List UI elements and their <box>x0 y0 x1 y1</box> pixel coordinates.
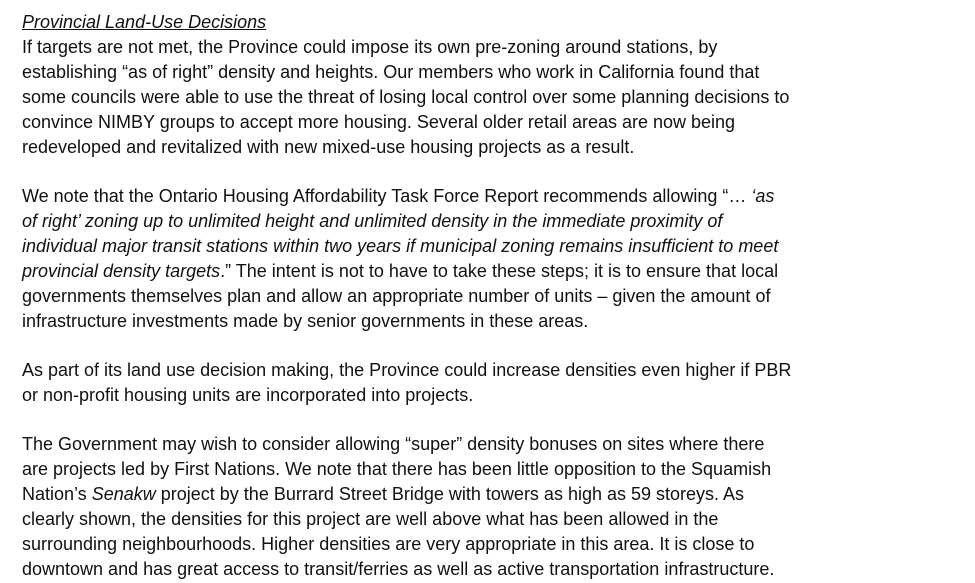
text-line <box>22 110 962 135</box>
text-line <box>22 35 962 60</box>
paragraph <box>22 35 962 160</box>
text-line <box>22 557 962 582</box>
text-run: surrounding neighbourhoods. Higher densities are very appropriate in this area. It is close to <box>22 534 755 554</box>
text-line <box>22 309 962 334</box>
text-line <box>22 358 962 383</box>
text-line <box>22 457 962 482</box>
text-run: project by the Burrard Street Bridge with towers as high as 59 storeys. As <box>155 484 745 504</box>
text-line <box>22 209 962 234</box>
text-run: Nation’s <box>22 484 92 504</box>
text-run: or non-profit housing units are incorporated into projects. <box>22 385 474 405</box>
text-line <box>22 432 962 457</box>
paragraph-gap <box>22 334 962 358</box>
text-line <box>22 284 962 309</box>
paragraph-gap <box>22 408 962 432</box>
text-run: .” The intent is not to have to take these steps; it is to ensure that local <box>220 261 779 281</box>
italic-text-run: Senakw <box>91 484 156 504</box>
text-run: downtown and has great access to transit/ferries as well as active transportation infrastructure. <box>22 559 775 579</box>
text-run: The Government may wish to consider allowing “super” density bonuses on sites where there <box>22 434 765 454</box>
text-line <box>22 85 962 110</box>
text-run: infrastructure investments made by senior governments in these areas. <box>22 311 589 331</box>
paragraph-container <box>22 35 962 582</box>
section-heading: Provincial Land-Use Decisions <box>22 12 267 32</box>
text-line <box>22 507 962 532</box>
text-run: some councils were able to use the threat of losing local control over some planning decisions to <box>22 87 790 107</box>
text-line <box>22 259 962 284</box>
text-line <box>22 60 962 85</box>
text-line <box>22 234 962 259</box>
document-page <box>22 10 962 582</box>
text-run: convince NIMBY groups to accept more housing. Several older retail areas are now being <box>22 112 736 132</box>
text-run: As part of its land use decision making, the Province could increase densities even higher if PBR <box>22 360 792 380</box>
text-line <box>22 532 962 557</box>
paragraph <box>22 432 962 582</box>
italic-text-run: ‘as <box>751 186 775 206</box>
text-run: governments themselves plan and allow an appropriate number of units – given the amount of <box>22 286 771 306</box>
text-line <box>22 135 962 160</box>
paragraph <box>22 184 962 334</box>
italic-text-run: individual major transit stations within two years if municipal zoning remains insufficient to meet <box>22 236 779 256</box>
italic-text-run: of right’ zoning up to unlimited height and unlimited density in the immediate proximity of <box>22 211 723 231</box>
text-run: If targets are not met, the Province could impose its own pre-zoning around stations, by <box>22 37 718 57</box>
text-run: We note that the Ontario Housing Affordability Task Force Report recommends allowing “… <box>22 186 752 206</box>
paragraph <box>22 358 962 408</box>
text-run: clearly shown, the densities for this project are well above what has been allowed in the <box>22 509 719 529</box>
text-run: are projects led by First Nations. We note that there has been little opposition to the Squamish <box>22 459 772 479</box>
text-line <box>22 482 962 507</box>
italic-text-run: provincial density targets <box>22 261 221 281</box>
text-run: establishing “as of right” density and heights. Our members who work in California found that <box>22 62 760 82</box>
text-line <box>22 184 962 209</box>
text-run: redeveloped and revitalized with new mixed-use housing projects as a result. <box>22 137 635 157</box>
text-line <box>22 383 962 408</box>
paragraph-gap <box>22 160 962 184</box>
